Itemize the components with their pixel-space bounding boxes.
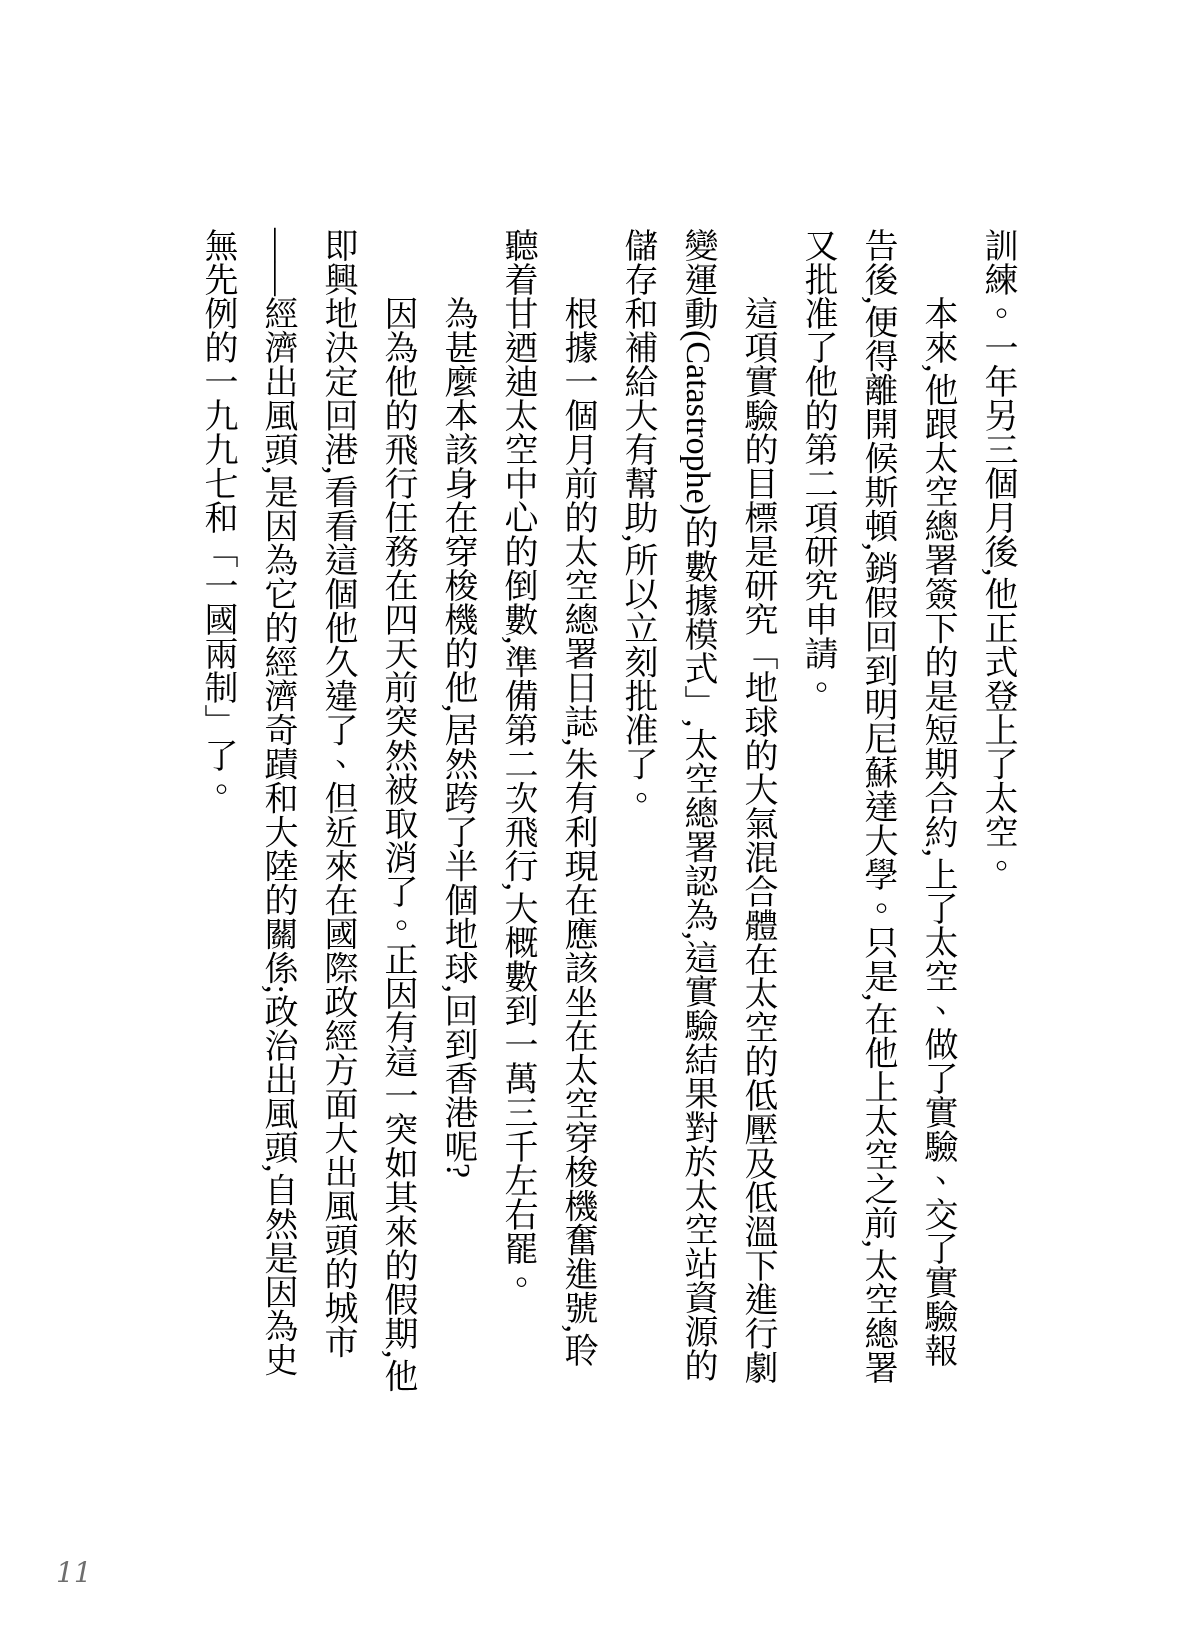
page-number: 11 (56, 1556, 92, 1589)
paragraph-4: 根據一個月前的太空總署日誌,朱有利現在應該坐在太空穿梭機奮進號,聆聽着甘迺迪太空中心的倒數,準備第二次飛行,大概數到一萬三千左右罷。 (499, 228, 596, 1367)
body-text-vertical (187, 228, 1027, 1398)
paragraph-6: 因為他的飛行任務在四天前突然被取消了。正因有這一突如其來的假期,他即興地決定回港,看看這個他久違了、但近來在國際政經方面大出風頭的城市——經濟出風頭,是因為它的經濟奇蹟和大陸的關係;政治出風頭,自然是因為史無先例的一九九七和「一國兩制」了。 (199, 228, 416, 1393)
paragraph-2: 本來,他跟太空總署簽下的是短期合約,上了太空、做了實驗、交了實驗報告後,便得離開候斯頓,銷假回到明尼蘇達大學。只是,在他上太空之前,太空總署又批准了他的第二項研究申請。 (799, 228, 956, 1384)
paragraph-3: 這項實驗的目標是研究「地球的大氣混合體在太空的低壓及低溫下進行劇變運動(Catastrophe)的數據模式」,太空總署認為,這實驗結果對於太空站資源的儲存和補給大有幫助,所以立刻批准了。 (619, 228, 776, 1384)
paragraph-5: 為甚麼本該身在穿梭機的他,居然跨了半個地球,回到香港呢? (439, 296, 476, 1179)
paragraph-1: 訓練。一年另三個月後,他正式登上了太空。 (979, 228, 1016, 883)
